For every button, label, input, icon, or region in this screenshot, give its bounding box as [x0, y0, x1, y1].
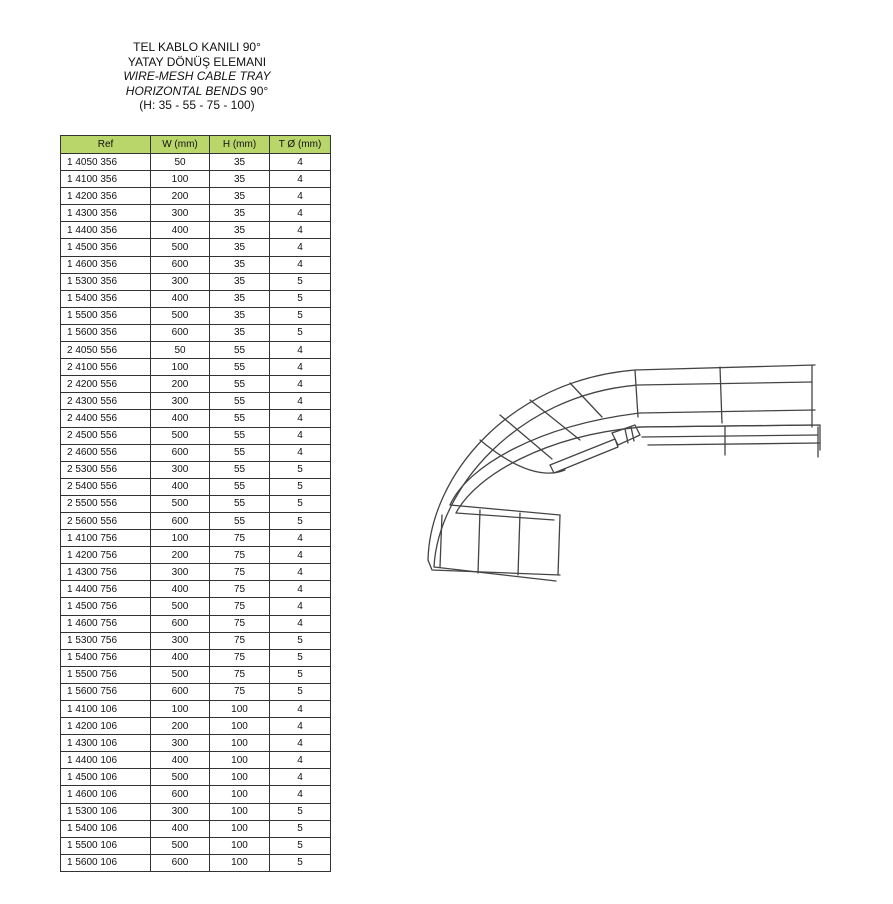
table-row: [61, 769, 331, 786]
cell-ref: 1 4600 106: [61, 786, 151, 803]
cell-ref: 1 4500 106: [61, 769, 151, 786]
table-row: [61, 837, 331, 854]
cell-height: 55: [210, 444, 270, 461]
cell-width: 600: [151, 324, 210, 341]
cell-width: 400: [151, 752, 210, 769]
table-row: [61, 598, 331, 615]
table-row: [61, 324, 331, 341]
cell-ref: 2 5400 556: [61, 478, 151, 495]
cell-height: 75: [210, 547, 270, 564]
cell-wire-diameter: 5: [270, 683, 331, 700]
cell-height: 55: [210, 359, 270, 376]
cell-height: 75: [210, 530, 270, 547]
cell-ref: 1 5300 356: [61, 273, 151, 290]
cell-width: 400: [151, 478, 210, 495]
cell-ref: 1 5300 106: [61, 803, 151, 820]
cell-ref: 2 4300 556: [61, 393, 151, 410]
cell-wire-diameter: 5: [270, 324, 331, 341]
straight-floor-2: [648, 443, 820, 445]
table-row: [61, 666, 331, 683]
cell-width: 500: [151, 307, 210, 324]
cell-wire-diameter: 4: [270, 769, 331, 786]
cell-width: 50: [151, 154, 210, 171]
table-row: [61, 649, 331, 666]
cell-wire-diameter: 4: [270, 154, 331, 171]
cell-wire-diameter: 5: [270, 273, 331, 290]
cell-height: 100: [210, 752, 270, 769]
table-row: [61, 752, 331, 769]
table-row: [61, 427, 331, 444]
cell-wire-diameter: 5: [270, 478, 331, 495]
cell-ref: 2 5500 556: [61, 495, 151, 512]
title-line-en-1: WIRE-MESH CABLE TRAY: [123, 69, 271, 84]
cell-width: 400: [151, 222, 210, 239]
table-row: [61, 307, 331, 324]
table-row: [61, 478, 331, 495]
outer-rail: [428, 365, 815, 560]
table-row: [61, 495, 331, 512]
straight-divider-1: [720, 367, 722, 423]
cell-height: 35: [210, 290, 270, 307]
cell-ref: 2 4400 556: [61, 410, 151, 427]
cell-ref: 2 5600 556: [61, 512, 151, 529]
specification-table: [60, 135, 331, 872]
table-row: [61, 581, 331, 598]
cell-wire-diameter: 4: [270, 444, 331, 461]
table-row: [61, 171, 331, 188]
cell-height: 35: [210, 154, 270, 171]
cell-height: 55: [210, 342, 270, 359]
cell-ref: 1 4300 356: [61, 205, 151, 222]
table-row: [61, 273, 331, 290]
cell-height: 35: [210, 307, 270, 324]
cell-width: 400: [151, 649, 210, 666]
cell-width: 50: [151, 342, 210, 359]
table-row: [61, 530, 331, 547]
title-line-en-2: [60, 84, 334, 99]
cell-wire-diameter: 5: [270, 307, 331, 324]
cell-width: 100: [151, 171, 210, 188]
table-row: [61, 718, 331, 735]
cell-ref: 1 5400 356: [61, 290, 151, 307]
cell-width: 600: [151, 615, 210, 632]
table-row: [61, 512, 331, 529]
cell-height: 75: [210, 581, 270, 598]
cell-width: 300: [151, 803, 210, 820]
cell-ref: 1 4100 106: [61, 701, 151, 718]
table-body: [61, 154, 331, 872]
cell-wire-diameter: 4: [270, 222, 331, 239]
cell-ref: 1 5600 356: [61, 324, 151, 341]
cell-height: 100: [210, 854, 270, 871]
cell-height: 55: [210, 461, 270, 478]
cell-ref: 1 4100 356: [61, 171, 151, 188]
cell-width: 600: [151, 444, 210, 461]
cell-width: 400: [151, 410, 210, 427]
cell-ref: 1 5500 356: [61, 307, 151, 324]
cell-wire-diameter: 5: [270, 649, 331, 666]
cell-ref: 2 4600 556: [61, 444, 151, 461]
cell-height: 75: [210, 615, 270, 632]
cell-height: 55: [210, 376, 270, 393]
cell-width: 600: [151, 786, 210, 803]
table-row: [61, 359, 331, 376]
cell-wire-diameter: 4: [270, 615, 331, 632]
cell-width: 300: [151, 393, 210, 410]
cell-width: 500: [151, 666, 210, 683]
cell-ref: 1 4200 356: [61, 188, 151, 205]
cell-width: 100: [151, 701, 210, 718]
table-row: [61, 683, 331, 700]
title-line-en-2-rest: 90°: [246, 83, 269, 98]
cell-height: 55: [210, 393, 270, 410]
cell-height: 55: [210, 410, 270, 427]
table-row: [61, 820, 331, 837]
cell-wire-diameter: 4: [270, 342, 331, 359]
cable-tray-horizontal-bend-drawing: [420, 355, 825, 590]
cell-height: 75: [210, 666, 270, 683]
cell-ref: 1 5500 756: [61, 666, 151, 683]
table-row: [61, 188, 331, 205]
cell-ref: 1 5600 756: [61, 683, 151, 700]
cell-width: 300: [151, 461, 210, 478]
cell-height: 100: [210, 837, 270, 854]
cell-wire-diameter: 4: [270, 581, 331, 598]
cell-wire-diameter: 5: [270, 495, 331, 512]
cell-wire-diameter: 4: [270, 786, 331, 803]
cell-ref: 1 4400 356: [61, 222, 151, 239]
cell-width: 200: [151, 376, 210, 393]
cell-width: 600: [151, 683, 210, 700]
cell-width: 500: [151, 837, 210, 854]
table-row: [61, 803, 331, 820]
cell-height: 55: [210, 427, 270, 444]
cell-width: 300: [151, 273, 210, 290]
straight-top: [635, 370, 638, 417]
product-title: [60, 40, 334, 113]
cell-ref: 2 4100 556: [61, 359, 151, 376]
cell-ref: 1 5400 756: [61, 649, 151, 666]
cell-wire-diameter: 5: [270, 854, 331, 871]
cell-wire-diameter: 5: [270, 632, 331, 649]
cell-ref: 1 4200 756: [61, 547, 151, 564]
cell-width: 500: [151, 769, 210, 786]
cell-ref: 1 4400 106: [61, 752, 151, 769]
cell-ref: 2 4200 556: [61, 376, 151, 393]
table-row: [61, 444, 331, 461]
table-row: [61, 290, 331, 307]
table-row: [61, 205, 331, 222]
table-row: [61, 615, 331, 632]
bend-inner-edge-2: [456, 513, 554, 520]
cell-wire-diameter: 4: [270, 598, 331, 615]
header-ref: Ref: [61, 136, 151, 154]
cell-ref: 2 4050 556: [61, 342, 151, 359]
cell-ref: 1 4200 106: [61, 718, 151, 735]
cell-ref: 1 5600 106: [61, 854, 151, 871]
bend-cross-3: [570, 383, 602, 417]
title-line-tr-2: YATAY DÖNÜŞ ELEMANI: [127, 54, 267, 69]
cell-ref: 1 5400 106: [61, 820, 151, 837]
cell-height: 35: [210, 256, 270, 273]
cell-width: 400: [151, 290, 210, 307]
cell-ref: 1 4500 356: [61, 239, 151, 256]
table-row: [61, 564, 331, 581]
cell-width: 500: [151, 495, 210, 512]
header-height: H (mm): [210, 136, 270, 154]
coupler-arm: [550, 439, 618, 473]
cell-wire-diameter: 5: [270, 803, 331, 820]
table-header-row: [61, 136, 331, 154]
cell-width: 300: [151, 735, 210, 752]
outer-rail-lower: [434, 382, 812, 567]
cell-ref: 1 4600 356: [61, 256, 151, 273]
bottom-divider-1: [478, 510, 480, 573]
cell-height: 35: [210, 188, 270, 205]
cell-wire-diameter: 4: [270, 410, 331, 427]
cell-height: 35: [210, 222, 270, 239]
cell-wire-diameter: 4: [270, 393, 331, 410]
title-line-tr-1: TEL KABLO KANILI 90°: [133, 40, 261, 54]
cell-width: 300: [151, 632, 210, 649]
cell-wire-diameter: 4: [270, 256, 331, 273]
cell-height: 75: [210, 564, 270, 581]
cell-height: 100: [210, 820, 270, 837]
table-row: [61, 342, 331, 359]
cell-wire-diameter: 4: [270, 239, 331, 256]
cell-width: 600: [151, 854, 210, 871]
cell-height: 55: [210, 495, 270, 512]
cell-width: 500: [151, 239, 210, 256]
cell-width: 200: [151, 188, 210, 205]
table-row: [61, 239, 331, 256]
cell-height: 100: [210, 803, 270, 820]
bend-cross-2: [530, 400, 580, 440]
cell-wire-diameter: 4: [270, 735, 331, 752]
height-range: (H: 35 - 55 - 75 - 100): [139, 98, 255, 113]
cell-wire-diameter: 4: [270, 547, 331, 564]
cell-width: 100: [151, 530, 210, 547]
cell-height: 35: [210, 273, 270, 290]
cell-height: 75: [210, 598, 270, 615]
header-wire-diameter: T Ø (mm): [270, 136, 331, 154]
table-row: [61, 735, 331, 752]
cell-height: 100: [210, 769, 270, 786]
cell-height: 100: [210, 718, 270, 735]
cell-wire-diameter: 4: [270, 205, 331, 222]
table-row: [61, 393, 331, 410]
cell-wire-diameter: 4: [270, 752, 331, 769]
cell-ref: 1 4500 756: [61, 598, 151, 615]
cell-height: 100: [210, 735, 270, 752]
bottom-section-right: [558, 515, 560, 575]
cell-width: 300: [151, 205, 210, 222]
table-row: [61, 222, 331, 239]
cell-height: 75: [210, 632, 270, 649]
cell-ref: 1 4050 356: [61, 154, 151, 171]
cell-width: 400: [151, 581, 210, 598]
bottom-section-left: [428, 560, 560, 575]
table-row: [61, 461, 331, 478]
cell-wire-diameter: 5: [270, 820, 331, 837]
cell-wire-diameter: 4: [270, 718, 331, 735]
cell-ref: 1 4600 756: [61, 615, 151, 632]
cell-wire-diameter: 5: [270, 290, 331, 307]
bottom-divider-2: [518, 513, 520, 575]
cell-width: 500: [151, 427, 210, 444]
cell-height: 75: [210, 649, 270, 666]
cell-width: 200: [151, 547, 210, 564]
cell-wire-diameter: 4: [270, 427, 331, 444]
cell-height: 55: [210, 478, 270, 495]
cell-wire-diameter: 4: [270, 376, 331, 393]
cell-ref: 2 5300 556: [61, 461, 151, 478]
cell-height: 35: [210, 171, 270, 188]
cell-ref: 1 4300 756: [61, 564, 151, 581]
table-row: [61, 547, 331, 564]
cell-wire-diameter: 5: [270, 666, 331, 683]
table-row: [61, 786, 331, 803]
cell-wire-diameter: 5: [270, 512, 331, 529]
cell-width: 300: [151, 564, 210, 581]
cell-ref: 2 4500 556: [61, 427, 151, 444]
cell-width: 600: [151, 512, 210, 529]
straight-bottom: [638, 425, 820, 450]
cell-wire-diameter: 5: [270, 461, 331, 478]
cell-height: 35: [210, 205, 270, 222]
cell-width: 500: [151, 598, 210, 615]
cell-width: 400: [151, 820, 210, 837]
cell-wire-diameter: 4: [270, 564, 331, 581]
title-line-en-2-italic: HORIZONTAL BENDS: [125, 83, 247, 98]
cell-wire-diameter: 4: [270, 530, 331, 547]
cell-wire-diameter: 4: [270, 171, 331, 188]
table-row: [61, 701, 331, 718]
cell-ref: 1 5500 106: [61, 837, 151, 854]
cell-ref: 1 5300 756: [61, 632, 151, 649]
cell-height: 100: [210, 786, 270, 803]
cell-height: 35: [210, 239, 270, 256]
cell-ref: 1 4100 756: [61, 530, 151, 547]
cell-wire-diameter: 4: [270, 701, 331, 718]
cell-ref: 1 4300 106: [61, 735, 151, 752]
cell-width: 100: [151, 359, 210, 376]
straight-floor: [642, 435, 818, 437]
table-row: [61, 410, 331, 427]
table-row: [61, 632, 331, 649]
header-width: W (mm): [151, 136, 210, 154]
table-row: [61, 256, 331, 273]
cell-width: 200: [151, 718, 210, 735]
cell-wire-diameter: 4: [270, 359, 331, 376]
table-row: [61, 154, 331, 171]
cell-wire-diameter: 4: [270, 188, 331, 205]
cell-height: 55: [210, 512, 270, 529]
cell-wire-diameter: 5: [270, 837, 331, 854]
table-row: [61, 376, 331, 393]
cell-ref: 1 4400 756: [61, 581, 151, 598]
cell-height: 75: [210, 683, 270, 700]
cell-width: 600: [151, 256, 210, 273]
bottom-divider-3: [440, 515, 442, 567]
table-row: [61, 854, 331, 871]
cell-height: 35: [210, 324, 270, 341]
cell-height: 100: [210, 701, 270, 718]
